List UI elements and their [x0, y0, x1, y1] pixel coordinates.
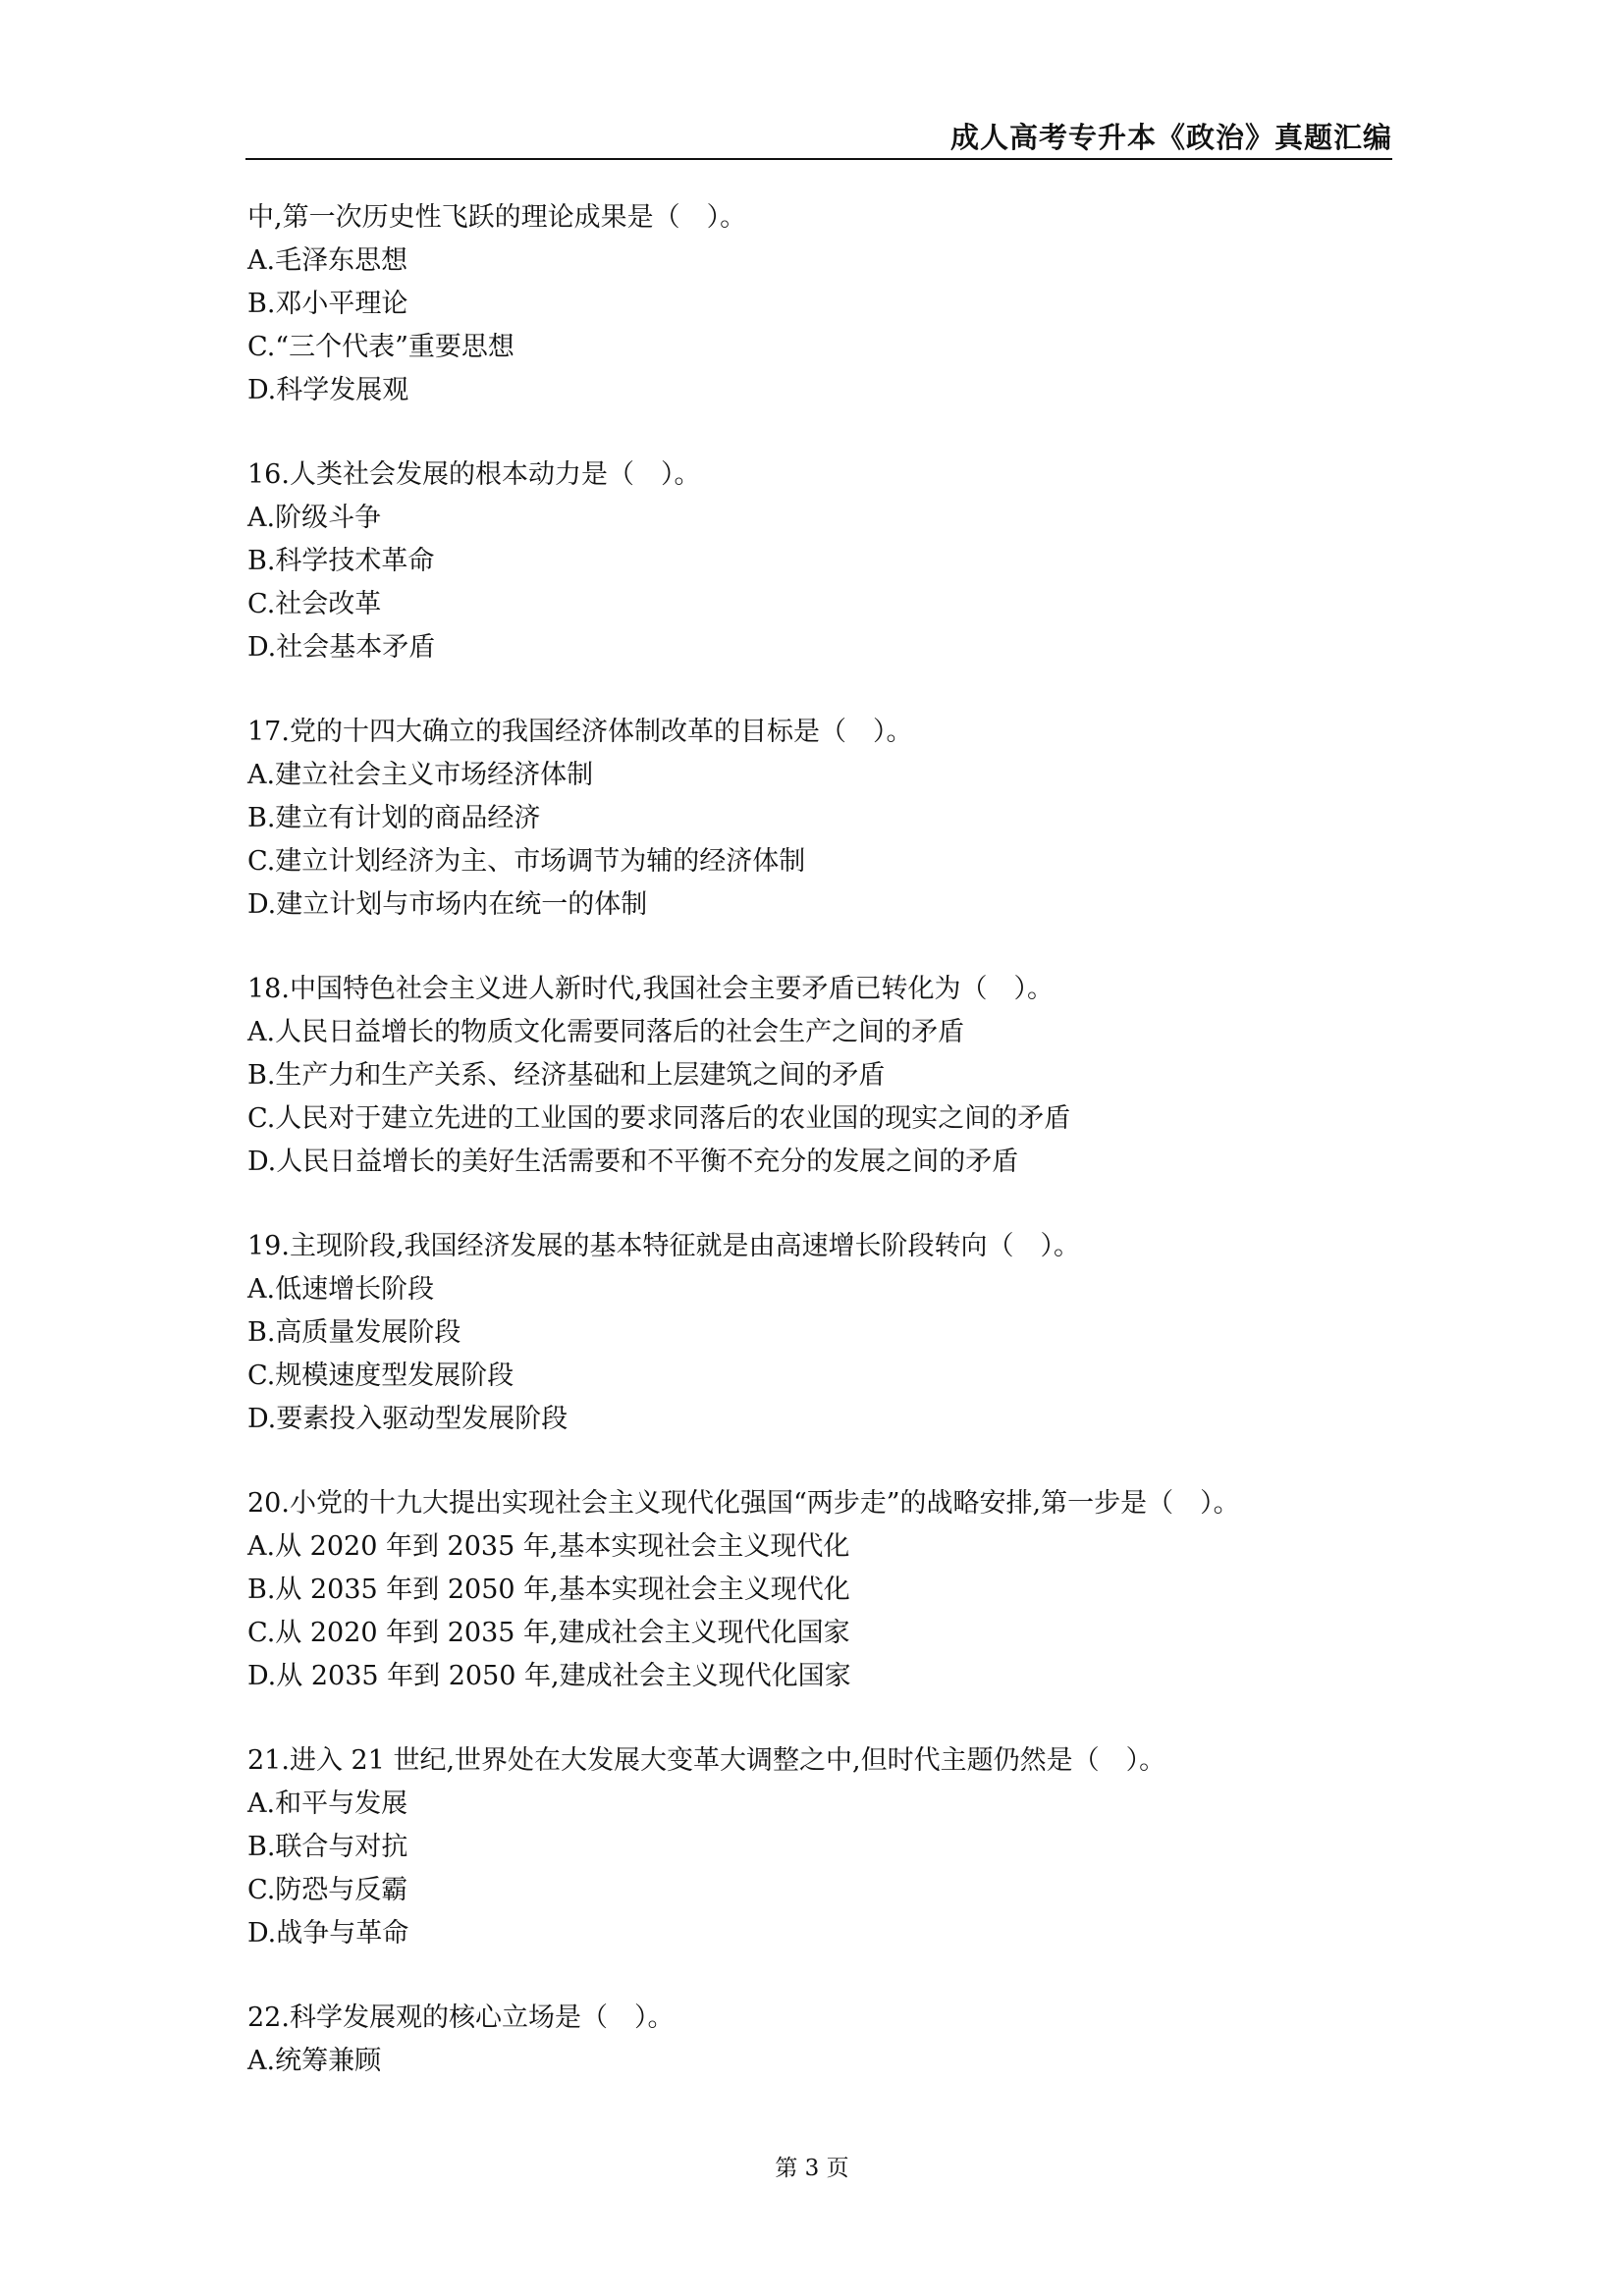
option-a: A.建立社会主义市场经济体制 [247, 760, 594, 790]
question-21 [247, 1739, 1392, 1955]
option-b: B.建立有计划的商品经济 [247, 803, 541, 833]
question-19 [247, 1225, 1392, 1441]
option-c: C.人民对于建立先进的工业国的要求同落后的农业国的现实之间的矛盾 [247, 1103, 1071, 1134]
option-d: D.人民日益增长的美好生活需要和不平衡不充分的发展之间的矛盾 [247, 1147, 1019, 1177]
option-c: C.建立计划经济为主、市场调节为辅的经济体制 [247, 846, 806, 877]
question-stem: 22.科学发展观的核心立场是（ ）。 [247, 2002, 675, 2033]
question-continued [247, 196, 1392, 412]
option-c: C.防恐与反霸 [247, 1875, 408, 1905]
option-d: D.社会基本矛盾 [247, 632, 436, 663]
question-stem: 16.人类社会发展的根本动力是（ ）。 [247, 459, 701, 490]
question-stem: 中,第一次历史性飞跃的理论成果是（ ）。 [247, 202, 747, 233]
option-d: D.战争与革命 [247, 1918, 409, 1949]
question-20 [247, 1482, 1392, 1698]
question-17 [247, 711, 1392, 927]
option-b: B.科学技术革命 [247, 546, 435, 576]
option-d: D.建立计划与市场内在统一的体制 [247, 889, 648, 920]
option-d: D.科学发展观 [247, 375, 409, 405]
option-c: C.从 2020 年到 2035 年,建成社会主义现代化国家 [247, 1618, 850, 1648]
option-c: C.社会改革 [247, 589, 382, 619]
question-list [247, 196, 1392, 2083]
option-b: B.高质量发展阶段 [247, 1317, 461, 1348]
question-18 [247, 968, 1392, 1184]
question-stem: 20.小党的十九大提出实现社会主义现代化强国“两步走”的战略安排,第一步是（ ）。 [247, 1488, 1240, 1519]
question-22 [247, 1997, 1392, 2083]
option-c: C.规模速度型发展阶段 [247, 1361, 514, 1391]
option-b: B.从 2035 年到 2050 年,基本实现社会主义现代化 [247, 1575, 850, 1605]
option-b: B.邓小平理论 [247, 289, 408, 319]
option-a: A.统筹兼顾 [247, 2046, 382, 2076]
question-stem: 21.进入 21 世纪,世界处在大发展大变革大调整之中,但时代主题仍然是（ ）。 [247, 1745, 1166, 1776]
option-a: A.阶级斗争 [247, 503, 382, 533]
header-title: 成人高考专升本《政治》真题汇编 [949, 121, 1392, 154]
option-a: A.从 2020 年到 2035 年,基本实现社会主义现代化 [247, 1531, 850, 1562]
option-a: A.和平与发展 [247, 1789, 408, 1819]
option-a: A.人民日益增长的物质文化需要同落后的社会生产之间的矛盾 [247, 1017, 965, 1047]
question-stem: 19.主现阶段,我国经济发展的基本特征就是由高速增长阶段转向（ ）。 [247, 1231, 1081, 1261]
question-stem: 18.中国特色社会主义进人新时代,我国社会主要矛盾已转化为（ ）。 [247, 974, 1055, 1004]
question-16 [247, 454, 1392, 669]
option-a: A.毛泽东思想 [247, 245, 408, 276]
question-stem: 17.党的十四大确立的我国经济体制改革的目标是（ ）。 [247, 717, 913, 747]
option-a: A.低速增长阶段 [247, 1274, 435, 1305]
option-d: D.要素投入驱动型发展阶段 [247, 1404, 568, 1434]
option-b: B.生产力和生产关系、经济基础和上层建筑之间的矛盾 [247, 1060, 886, 1091]
option-d: D.从 2035 年到 2050 年,建成社会主义现代化国家 [247, 1661, 851, 1691]
option-b: B.联合与对抗 [247, 1832, 408, 1862]
page-number: 第 3 页 [775, 2156, 849, 2181]
option-c: C.“三个代表”重要思想 [247, 332, 514, 362]
header-divider [245, 158, 1392, 160]
